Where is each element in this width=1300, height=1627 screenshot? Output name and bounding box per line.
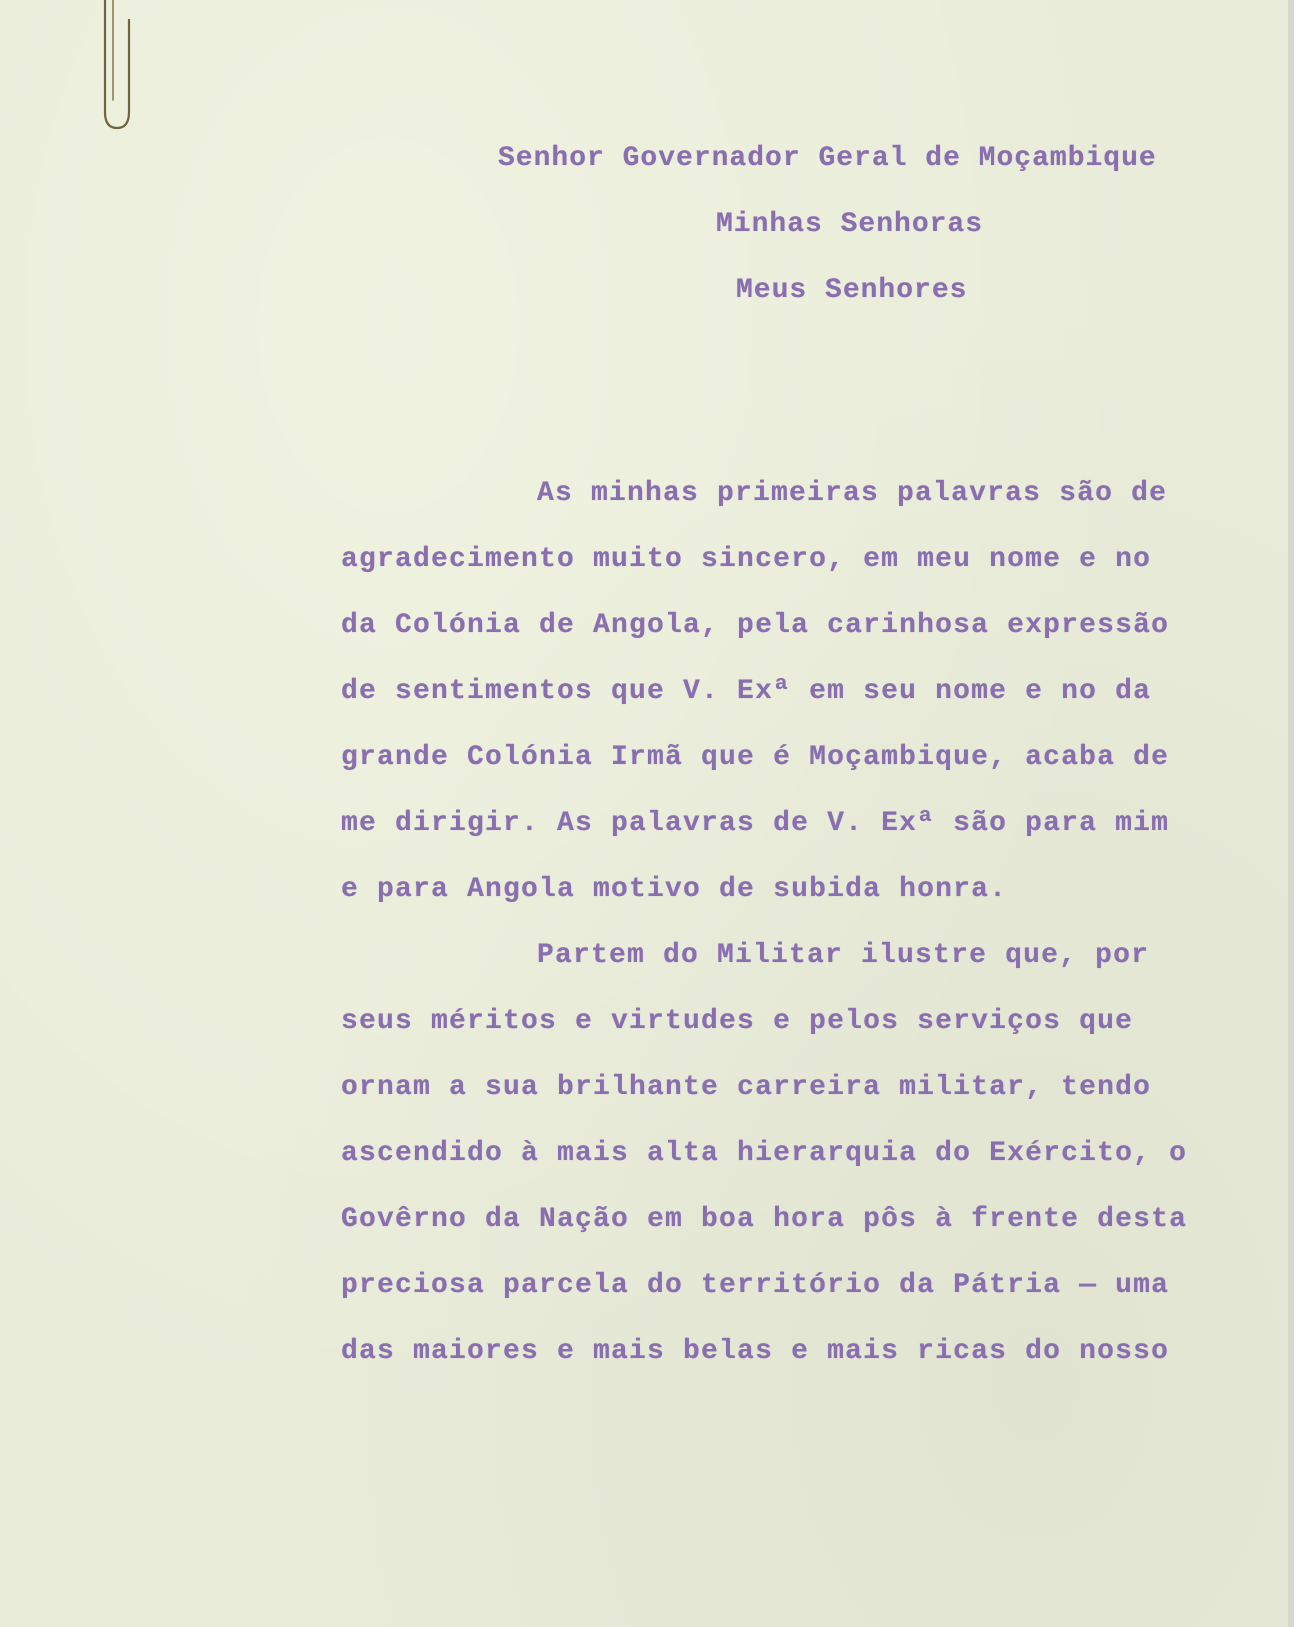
salutation-line-1: Senhor Governador Geral de Moçambique xyxy=(498,143,1157,174)
body-line: da Colónia de Angola, pela carinhosa expressão xyxy=(341,610,1170,641)
salutation-line-2: Minhas Senhoras xyxy=(716,209,984,240)
body-line: de sentimentos que V. Exª em seu nome e no da xyxy=(341,676,1152,707)
body-line: Govêrno da Nação em boa hora pôs à frente desta xyxy=(341,1204,1188,1235)
body-line: agradecimento muito sincero, em meu nome e no xyxy=(341,544,1152,575)
page-edge xyxy=(1288,0,1294,1627)
body-line: grande Colónia Irmã que é Moçambique, acaba de xyxy=(341,742,1170,773)
body-line: seus méritos e virtudes e pelos serviços que xyxy=(341,1006,1134,1037)
body-line: preciosa parcela do território da Pátria — uma xyxy=(341,1270,1170,1301)
body-line: e para Angola motivo de subida honra. xyxy=(341,874,1008,905)
body-line: ascendido à mais alta hierarquia do Exército, o xyxy=(341,1138,1188,1169)
salutation-line-3: Meus Senhores xyxy=(736,275,968,306)
body-line: me dirigir. As palavras de V. Exª são para mim xyxy=(341,808,1170,839)
body-line: ornam a sua brilhante carreira militar, tendo xyxy=(341,1072,1152,1103)
body-line: As minhas primeiras palavras são de xyxy=(537,478,1168,509)
body-line: Partem do Militar ilustre que, por xyxy=(537,940,1150,971)
body-line: das maiores e mais belas e mais ricas do nosso xyxy=(341,1336,1170,1367)
paperclip-icon xyxy=(95,0,139,132)
